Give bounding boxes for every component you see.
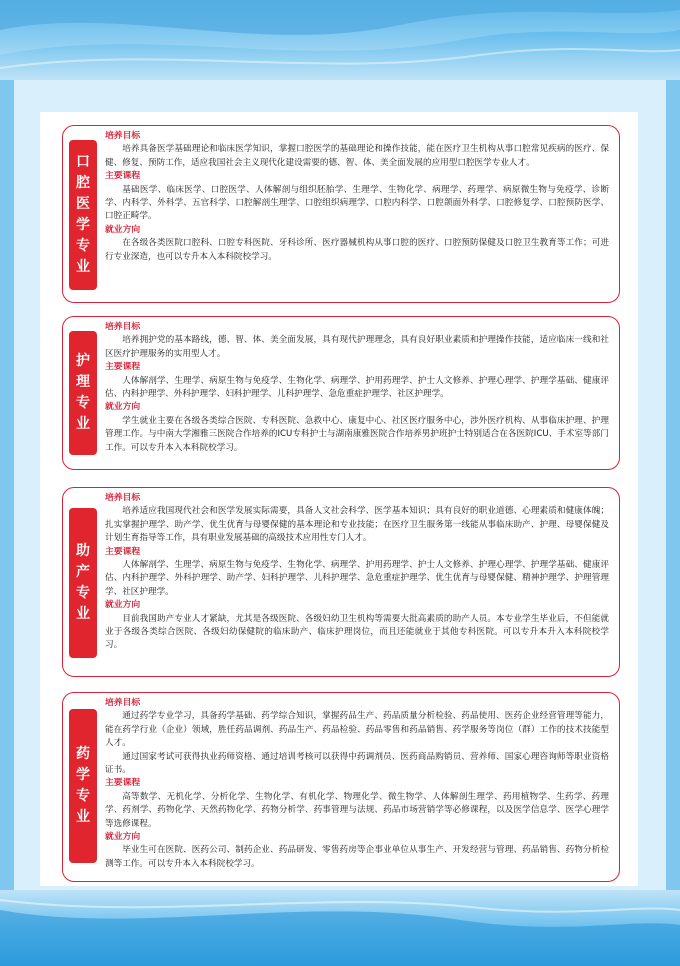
paragraph: 高等数学、无机化学、分析化学、生物化学、有机化学、物理化学、微生物学、人体解剖生理学、药用植物学、生药学、药理学、药剂学、药物化学、天然药物化学、药物分析学、药事管理与法规、药品市场营销学等必修课程，以及医学信息学、医学心理学等选修课程。 [105, 791, 609, 829]
section-content [105, 321, 609, 455]
heading-goal: 培养目标 [105, 493, 141, 503]
paragraph: 培养适应我国现代社会和医学发展实际需要，具备人文社会科学、医学基本知识；具有良好的职业道德、心理素质和健康体魄；扎实掌握护理学、助产学、优生优育与母婴保健的基本理论和专业技能；在医疗卫生服务第一线能从事临床助产、护理、母婴保健及计划生育指导等工作，具有职业发展基础的高级技术应用性专门人才。 [105, 506, 609, 544]
paragraph: 在各级各类医院口腔科、口腔专科医院、牙科诊所、医疗器械机构从事口腔的医疗、口腔预防保健及口腔卫生教育等工作；可进行专业深造，也可以专升本入本科院校学习。 [105, 238, 609, 262]
paragraph: 通过药学专业学习，具备药学基础、药学综合知识，掌握药品生产、药品质量分析检验、药品使用、医药企业经营管理等能力，能在药学行业（企业）领域，胜任药品调剂、药品生产、药品检验、药品零售和药品销售、药学服务等岗位（群）工作的技术技能型人才。 [105, 711, 609, 749]
heading-courses: 主要课程 [105, 546, 141, 557]
paragraph: 培养拥护党的基本路线，德、智、体、美全面发展，具有现代护理理念，具有良好职业素质和护理操作技能，适应临床一线和社区医疗护理服务的实用型人才。 [105, 335, 609, 359]
paragraph: 通过国家考试可获得执业药师资格、通过培训考核可以获得中药调剂员、医药商品购销员、营养师、国家心理咨询师等职业资格证书。 [105, 751, 609, 776]
heading-career: 就业方向 [105, 224, 141, 235]
paragraph: 培养具备医学基础理论和临床医学知识，掌握口腔医学的基础理论和操作技能，能在医疗卫生机构从事口腔常见疾病的医疗、保健、修复、预防工作，适应我国社会主义现代化建设需要的德、智、体、美全面发展的应用型口腔医学专业人才。 [105, 144, 609, 168]
section-tag: 助 产 专 业 [69, 508, 97, 658]
heading-career: 就业方向 [105, 832, 141, 843]
paragraph: 基础医学、临床医学、口腔医学、人体解剖与组织胚胎学、生理学、生物化学、病理学、药理学、病原微生物与免疫学、诊断学、内科学、外科学、五官科学、口腔解剖生理学、口腔组织病理学、口腔内科学、口腔颌面外科学、口腔修复学、口腔预防医学、口腔正畸学。 [105, 184, 609, 222]
section-nursing [62, 316, 620, 470]
section-tag: 口 腔 医 学 专 业 [69, 140, 97, 290]
paragraph: 毕业生可在医院、医药公司、制药企业、药品研发、零售药房等企事业单位从事生产、开发经营与管理、药品销售、药物分析检测等工作。可以专升本入本科院校学习。 [105, 845, 609, 869]
paragraph: 目前我国助产专业人才紧缺，尤其是各级医院、各级妇幼卫生机构等需要大批高素质的助产人员。本专业学生毕业后，不但能就业于各级各类综合医院、各级妇幼保健院的临床助产、临床护理岗位，而且还能就业于其他专科医院。可以专升本升入本科院校学习。 [105, 613, 609, 651]
heading-courses: 主要课程 [105, 778, 141, 789]
top-wave-banner [0, 0, 680, 80]
heading-goal: 培养目标 [105, 698, 141, 708]
heading-goal: 培养目标 [105, 131, 141, 141]
section-pharmacy [62, 692, 620, 882]
section-tag: 药 学 专 业 [69, 709, 97, 863]
section-tag: 护 理 专 业 [69, 331, 97, 455]
paragraph: 学生就业主要在各级各类综合医院、专科医院、急救中心、康复中心、社区医疗服务中心，涉外医疗机构、从事临床护理、护理管理工作。与中南大学湘雅三医院合作培养的ICU专科护士与湖南康雅医院合作培养男护班护士特别适合在各医院ICU、手术室等部门工作。可以专升本入本科院校学习。 [105, 415, 609, 453]
section-content [105, 492, 609, 653]
section-content [105, 697, 609, 871]
bottom-wave-banner [0, 890, 680, 966]
heading-courses: 主要课程 [105, 171, 141, 182]
section-midwifery [62, 487, 620, 677]
section-content [105, 130, 609, 264]
heading-goal: 培养目标 [105, 322, 141, 332]
heading-courses: 主要课程 [105, 362, 141, 373]
section-stomatology [62, 125, 620, 303]
heading-career: 就业方向 [105, 600, 141, 611]
paragraph: 人体解剖学、生理学、病原生物与免疫学、生物化学、病理学、护用药理学、护士人文修养、护理心理学、护理学基础、健康评估、内科护理学、外科护理学、妇科护理学、儿科护理学、急危重症护理学、社区护理学。 [105, 375, 609, 400]
paragraph: 人体解剖学、生理学、病原生物与免疫学、生物化学、病理学、护用药理学、护士人文修养、护理心理学、护理学基础、健康评估、内科护理学、外科护理学、助产学、妇科护理学、儿科护理学、急危重症护理学、优生优育与母婴保健、精神护理学、护理管理学、社区护理学。 [105, 560, 609, 597]
heading-career: 就业方向 [105, 402, 141, 413]
